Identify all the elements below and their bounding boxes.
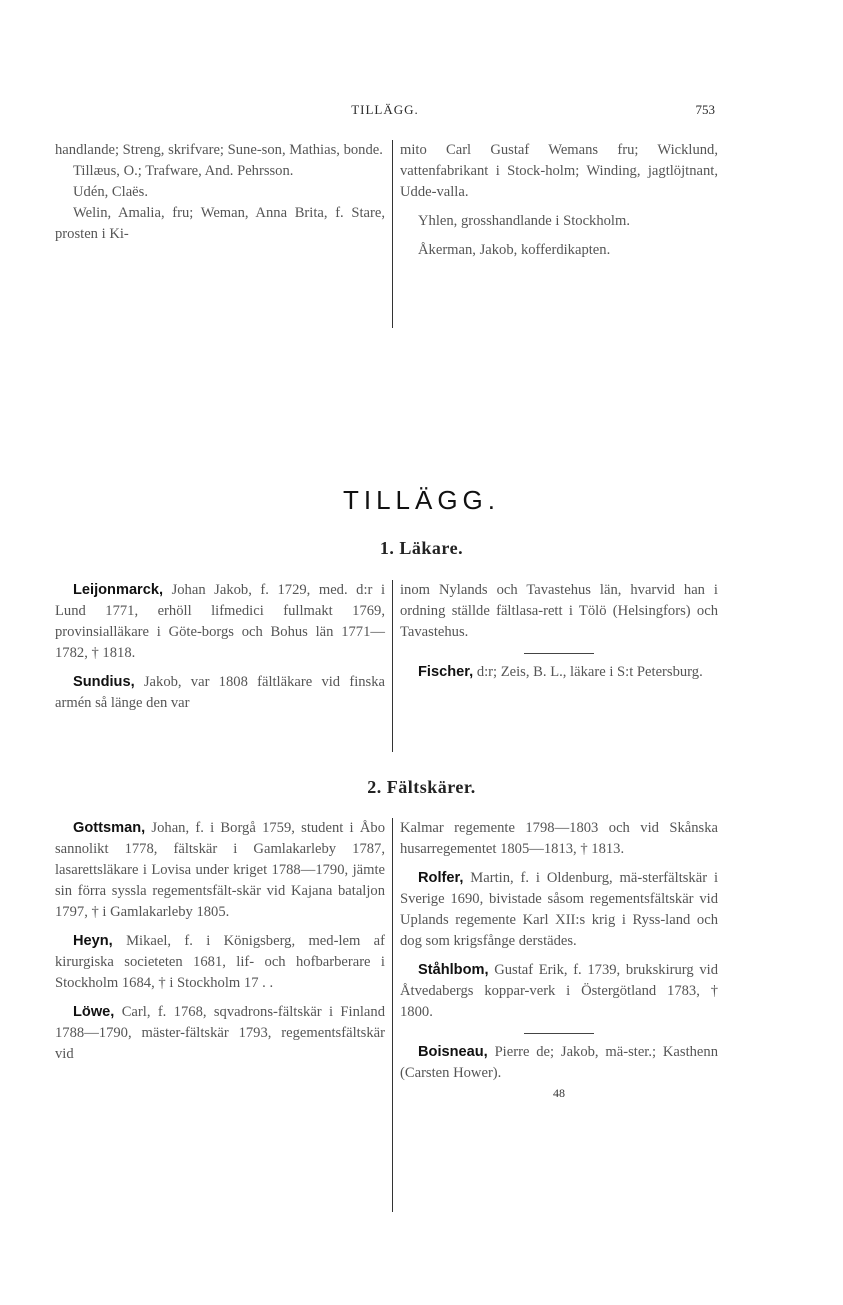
column-divider <box>392 140 393 328</box>
running-head <box>55 98 715 122</box>
separator-rule <box>524 653 594 654</box>
section-2-columns <box>55 818 717 1212</box>
section-1-left-column <box>55 580 385 714</box>
entry: Ståhlbom, Gustaf Erik, f. 1739, brukskirurg vid Åtvedabergs koppar-verk i Östergötland 1783, † 1800. <box>400 962 718 1020</box>
entry: Gottsman, Johan, f. i Borgå 1759, student i Åbo sannolikt 1778, fältskär i Gamlakarleby 1787, lasarettsläkare i Lovisa under kriget 1788—1790, jämte sin förra syssla regementsfält-skär vid Kajana bataljon 1797, † i Gamlakarleby 1805. <box>55 820 385 920</box>
main-title: TILLÄGG. <box>342 485 501 515</box>
entry: Boisneau, Pierre de; Jakob, mä-ster.; Kasthenn (Carsten Hower). <box>400 1044 718 1081</box>
top-left-column <box>55 140 385 245</box>
entry: inom Nylands och Tavastehus län, hvarvid han i ordning ställde fältlasa-rett i Tölö (Helsingfors) och Tavastehus. <box>400 582 718 640</box>
section-1-right-column <box>400 580 718 683</box>
entry: handlande; Streng, skrifvare; Sune-son, Mathias, bonde. <box>55 142 383 158</box>
entry: Welin, Amalia, fru; Weman, Anna Brita, f. Stare, prosten i Ki- <box>55 205 385 242</box>
entry: Heyn, Mikael, f. i Königsberg, med-lem af kirurgiska societeten 1681, lif- och hofbarberare i Stockholm 1684, † i Stockholm 17 . . <box>55 933 385 991</box>
entry: Leijonmarck, Johan Jakob, f. 1729, med. d:r i Lund 1771, erhöll lifmedici fullmakt 1769, provinsialläkare i Göte-borgs och Bohus län 1771—1782, † 1818. <box>55 582 385 661</box>
section-2-right-column <box>400 818 718 1101</box>
entry: Tillæus, O.; Trafware, And. Pehrsson. <box>73 163 294 179</box>
entry: Rolfer, Martin, f. i Oldenburg, mä-sterfältskär i Sverige 1690, bivistade såsom regementsfältskär vid Uplands regemente Karl XII:s krig i Ryss-land och dog som krigsfånge derstädes. <box>400 870 718 949</box>
section-1-columns <box>55 580 717 752</box>
running-title: TILLÄGG. <box>351 102 419 117</box>
top-columns <box>55 140 717 328</box>
section-2-title: 2. Fältskärer. <box>367 777 476 797</box>
column-divider <box>392 580 393 752</box>
column-divider <box>392 818 393 1212</box>
page-number: 753 <box>695 102 715 117</box>
entry: mito Carl Gustaf Wemans fru; Wicklund, vattenfabrikant i Stock-holm; Winding, jagtlöjtnant, Udde-valla. <box>400 142 718 200</box>
section-2-left-column <box>55 818 385 1065</box>
entry: Löwe, Carl, f. 1768, sqvadrons-fältskär i Finland 1788—1790, mäster-fältskär 1793, regementsfältskär vid <box>55 1004 385 1062</box>
entry: Yhlen, grosshandlande i Stockholm. <box>418 213 630 229</box>
separator-rule <box>524 1033 594 1034</box>
entry: Åkerman, Jakob, kofferdikapten. <box>418 242 611 258</box>
entry: Udén, Claës. <box>73 184 148 200</box>
signature-mark: 48 <box>553 1086 565 1100</box>
top-right-column <box>400 140 718 261</box>
entry: Kalmar regemente 1798—1803 och vid Skånska husarregementet 1805—1813, † 1813. <box>400 820 718 857</box>
section-1-title: 1. Läkare. <box>379 538 464 558</box>
entry: Fischer, d:r; Zeis, B. L., läkare i S:t Petersburg. <box>418 664 703 680</box>
entry: Sundius, Jakob, var 1808 fältläkare vid finska armén så länge den var <box>55 674 385 711</box>
